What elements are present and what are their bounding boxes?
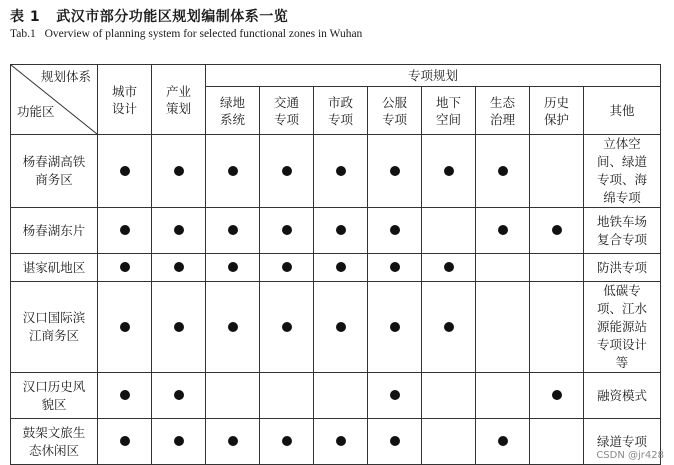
other-cell: 地铁车场复合专项 — [584, 208, 661, 254]
mark-cell — [530, 135, 584, 208]
header-sub-3: 公服专项 — [368, 87, 422, 135]
mark-cell — [260, 254, 314, 282]
table-row — [11, 254, 661, 282]
filled-dot-icon — [120, 225, 130, 235]
filled-dot-icon — [444, 166, 454, 176]
filled-dot-icon — [120, 390, 130, 400]
mark-cell — [98, 135, 152, 208]
mark-cell — [206, 254, 260, 282]
filled-dot-icon — [282, 262, 292, 272]
header-sub-0: 绿地系统 — [206, 87, 260, 135]
mark-cell — [260, 208, 314, 254]
mark-cell — [314, 208, 368, 254]
mark-cell — [314, 419, 368, 465]
header-sub-7: 其他 — [584, 87, 661, 135]
corner-label-planning-system: 规划体系 — [40, 69, 91, 84]
filled-dot-icon — [282, 322, 292, 332]
other-cell: 融资模式 — [584, 373, 661, 419]
filled-dot-icon — [174, 390, 184, 400]
mark-cell — [206, 419, 260, 465]
filled-dot-icon — [174, 166, 184, 176]
header-corner-cell — [11, 65, 98, 135]
mark-cell — [476, 419, 530, 465]
filled-dot-icon — [390, 390, 400, 400]
filled-dot-icon — [120, 322, 130, 332]
planning-system-table — [10, 64, 661, 465]
table-row — [11, 373, 661, 419]
watermark: CSDN @jr428 — [596, 450, 664, 461]
mark-cell — [206, 208, 260, 254]
mark-cell — [368, 373, 422, 419]
filled-dot-icon — [390, 436, 400, 446]
mark-cell — [98, 373, 152, 419]
mark-cell — [530, 282, 584, 373]
table-caption-zh — [10, 6, 288, 26]
table-row — [11, 419, 661, 465]
header-sub-2: 市政专项 — [314, 87, 368, 135]
mark-cell — [260, 373, 314, 419]
mark-cell — [98, 282, 152, 373]
mark-cell — [476, 254, 530, 282]
header-city-design: 城市设计 — [98, 65, 152, 135]
mark-cell — [368, 208, 422, 254]
filled-dot-icon — [282, 225, 292, 235]
header-industry-planning: 产业策划 — [152, 65, 206, 135]
filled-dot-icon — [444, 322, 454, 332]
mark-cell — [152, 373, 206, 419]
mark-cell — [98, 208, 152, 254]
other-cell: 防洪专项 — [584, 254, 661, 282]
mark-cell — [422, 208, 476, 254]
mark-cell — [422, 135, 476, 208]
zone-cell: 杨春湖高铁商务区 — [11, 135, 98, 208]
filled-dot-icon — [336, 322, 346, 332]
mark-cell — [98, 419, 152, 465]
filled-dot-icon — [174, 436, 184, 446]
filled-dot-icon — [282, 436, 292, 446]
zone-cell: 汉口国际滨江商务区 — [11, 282, 98, 373]
mark-cell — [98, 254, 152, 282]
mark-cell — [422, 282, 476, 373]
header-sub-4: 地下空间 — [422, 87, 476, 135]
filled-dot-icon — [336, 225, 346, 235]
mark-cell — [152, 208, 206, 254]
filled-dot-icon — [336, 436, 346, 446]
mark-cell — [314, 282, 368, 373]
filled-dot-icon — [120, 262, 130, 272]
caption-label-en: Tab.1 — [10, 28, 36, 40]
filled-dot-icon — [174, 225, 184, 235]
filled-dot-icon — [390, 166, 400, 176]
mark-cell — [422, 419, 476, 465]
filled-dot-icon — [444, 262, 454, 272]
table-row — [11, 208, 661, 254]
other-cell: 低碳专项、江水源能源站专项设计等 — [584, 282, 661, 373]
filled-dot-icon — [390, 225, 400, 235]
zone-cell: 谌家矶地区 — [11, 254, 98, 282]
mark-cell — [314, 373, 368, 419]
mark-cell — [530, 208, 584, 254]
filled-dot-icon — [228, 322, 238, 332]
corner-label-functional-zone: 功能区 — [17, 104, 55, 119]
filled-dot-icon — [228, 262, 238, 272]
other-cell: 绿道专项 — [584, 419, 661, 465]
caption-title-en: Overview of planning system for selected functional zones in Wuhan — [44, 28, 363, 40]
filled-dot-icon — [174, 322, 184, 332]
mark-cell — [260, 419, 314, 465]
mark-cell — [368, 135, 422, 208]
mark-cell — [476, 373, 530, 419]
mark-cell — [530, 254, 584, 282]
caption-label-zh: 表 1 — [10, 9, 41, 25]
caption-title-zh: 武汉市部分功能区规划编制体系一览 — [56, 9, 289, 25]
filled-dot-icon — [228, 436, 238, 446]
mark-cell — [206, 135, 260, 208]
mark-cell — [152, 254, 206, 282]
filled-dot-icon — [120, 166, 130, 176]
filled-dot-icon — [336, 262, 346, 272]
mark-cell — [476, 135, 530, 208]
mark-cell — [314, 135, 368, 208]
mark-cell — [476, 282, 530, 373]
filled-dot-icon — [552, 390, 562, 400]
mark-cell — [368, 419, 422, 465]
filled-dot-icon — [390, 322, 400, 332]
filled-dot-icon — [498, 436, 508, 446]
mark-cell — [368, 282, 422, 373]
zone-cell: 杨春湖东片 — [11, 208, 98, 254]
mark-cell — [368, 254, 422, 282]
mark-cell — [260, 135, 314, 208]
mark-cell — [206, 373, 260, 419]
mark-cell — [530, 419, 584, 465]
filled-dot-icon — [336, 166, 346, 176]
header-special-planning: 专项规划 — [206, 65, 661, 87]
filled-dot-icon — [228, 166, 238, 176]
mark-cell — [260, 282, 314, 373]
filled-dot-icon — [174, 262, 184, 272]
header-sub-1: 交通专项 — [260, 87, 314, 135]
zone-cell: 汉口历史风貌区 — [11, 373, 98, 419]
mark-cell — [476, 208, 530, 254]
table-row — [11, 135, 661, 208]
mark-cell — [422, 254, 476, 282]
filled-dot-icon — [228, 225, 238, 235]
filled-dot-icon — [552, 225, 562, 235]
mark-cell — [152, 282, 206, 373]
filled-dot-icon — [498, 166, 508, 176]
mark-cell — [206, 282, 260, 373]
mark-cell — [314, 254, 368, 282]
mark-cell — [422, 373, 476, 419]
mark-cell — [152, 135, 206, 208]
table-row — [11, 282, 661, 373]
header-sub-6: 历史保护 — [530, 87, 584, 135]
filled-dot-icon — [390, 262, 400, 272]
filled-dot-icon — [498, 225, 508, 235]
header-sub-5: 生态治理 — [476, 87, 530, 135]
filled-dot-icon — [120, 436, 130, 446]
zone-cell: 鼓架文旅生态休闲区 — [11, 419, 98, 465]
other-cell: 立体空间、绿道专项、海绵专项 — [584, 135, 661, 208]
table-caption-en — [10, 28, 368, 40]
mark-cell — [152, 419, 206, 465]
mark-cell — [530, 373, 584, 419]
filled-dot-icon — [282, 166, 292, 176]
